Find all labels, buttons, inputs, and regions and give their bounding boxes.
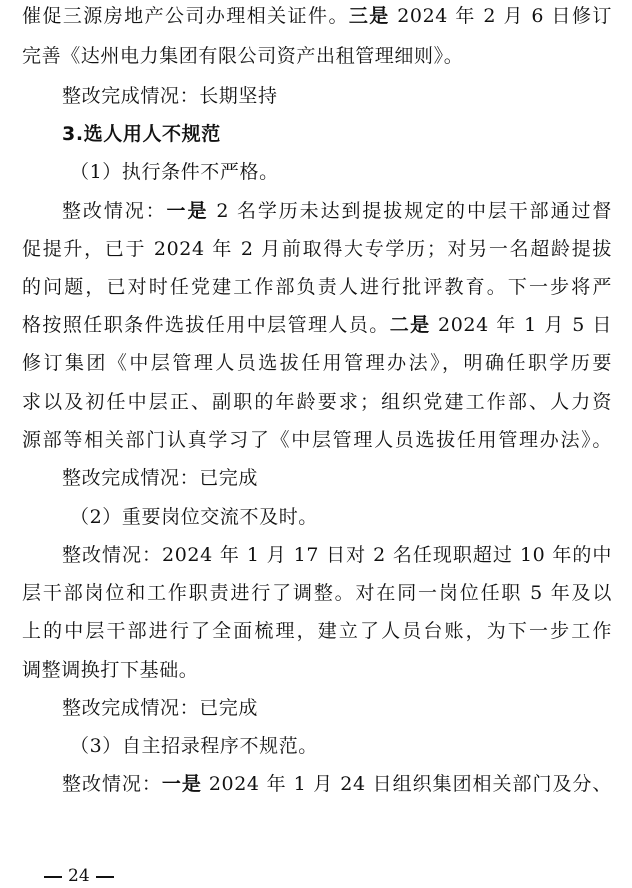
text-line: 层干部岗位和工作职责进行了调整。对在同一岗位任职 5 年及以 <box>22 582 612 604</box>
section-heading: 3.选人用人不规范 <box>62 123 221 145</box>
page-number: 24 <box>68 866 90 886</box>
footer-dash-right <box>96 876 114 878</box>
text-line: 促提升，已于 2024 年 2 月前取得大专学历；对另一名超龄提拔 <box>22 238 612 260</box>
text-line: 上的中层干部进行了全面梳理，建立了人员台账，为下一步工作 <box>22 620 612 642</box>
text-line: 整改情况：2024 年 1 月 17 日对 2 名任现职超过 10 年的中 <box>62 544 612 566</box>
text-line: 整改完成情况：已完成 <box>62 697 259 719</box>
text-line: 调整调换打下基础。 <box>22 659 199 681</box>
text-line: 修订集团《中层管理人员选拔任用管理办法》，明确任职学历要 <box>22 352 612 374</box>
subsection-heading: （1）执行条件不严格。 <box>70 161 279 183</box>
text-line: 整改完成情况：已完成 <box>62 467 259 489</box>
subsection-heading: （2）重要岗位交流不及时。 <box>70 506 318 528</box>
text-line: 源部等相关部门认真学习了《中层管理人员选拔任用管理办法》。 <box>22 429 612 451</box>
text-line: 完善《达州电力集团有限公司资产出租管理细则》。 <box>22 45 464 67</box>
subsection-heading: （3）自主招录程序不规范。 <box>70 735 318 757</box>
text-line: 格按照任职条件选拔任用中层管理人员。二是 2024 年 1 月 5 日 <box>22 314 612 336</box>
text-line: 催促三源房地产公司办理相关证件。三是 2024 年 2 月 6 日修订 <box>22 5 612 27</box>
text-line: 整改情况：一是 2024 年 1 月 24 日组织集团相关部门及分、 <box>62 773 612 795</box>
text-line: 求以及初任中层正、副职的年龄要求；组织党建工作部、人力资 <box>22 391 612 413</box>
text-line: 整改情况：一是 2 名学历未达到提拔规定的中层干部通过督 <box>62 200 612 222</box>
text-line: 的问题，已对时任党建工作部负责人进行批评教育。下一步将严 <box>22 276 612 298</box>
text-line: 整改完成情况：长期坚持 <box>62 85 278 107</box>
footer-dash-left <box>44 876 62 878</box>
page-footer <box>38 865 120 887</box>
